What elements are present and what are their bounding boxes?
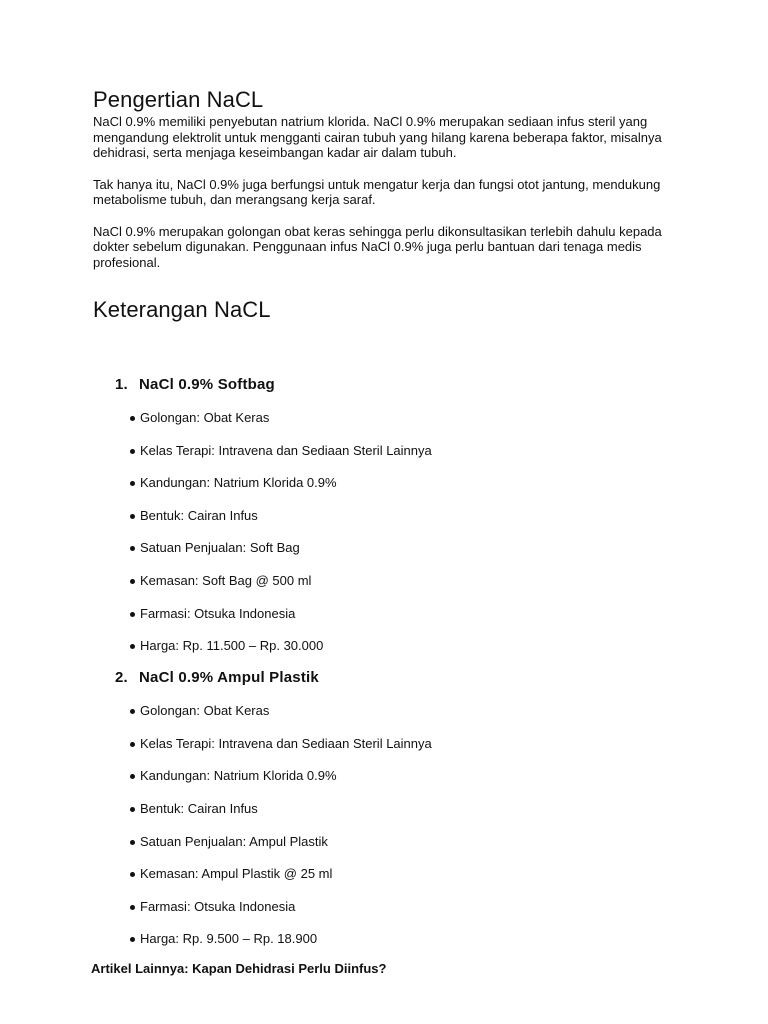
bullet-list-ampul-plastik bbox=[130, 703, 693, 947]
heading-pengertian: Pengertian NaCL bbox=[93, 87, 264, 112]
list-item-text: Golongan: Obat Keras bbox=[140, 703, 270, 719]
paragraph-3: NaCl 0.9% merupakan golongan obat keras sehingga perlu dikonsultasikan terlebih dahulu kepada dokter sebelum digunakan. Penggunaan infus NaCl 0.9% juga perlu bantuan dari tenaga medis profesional. bbox=[93, 223, 662, 270]
list-item bbox=[130, 899, 693, 915]
bullet-icon bbox=[130, 937, 135, 942]
bullet-icon bbox=[130, 905, 135, 910]
document-content bbox=[93, 86, 693, 977]
list-item bbox=[130, 736, 693, 752]
section-title-text: NaCl 0.9% Ampul Plastik bbox=[139, 669, 319, 687]
list-item bbox=[130, 573, 693, 589]
list-item bbox=[130, 443, 693, 459]
bullet-icon bbox=[130, 612, 135, 617]
heading-keterangan: Keterangan NaCL bbox=[93, 297, 271, 322]
list-item-text: Kandungan: Natrium Klorida 0.9% bbox=[140, 768, 337, 784]
list-item bbox=[130, 768, 693, 784]
list-item-text: Kandungan: Natrium Klorida 0.9% bbox=[140, 475, 337, 491]
list-item-text: Satuan Penjualan: Soft Bag bbox=[140, 540, 300, 556]
list-item-text: Bentuk: Cairan Infus bbox=[140, 507, 258, 523]
bullet-icon bbox=[130, 579, 135, 584]
list-item bbox=[130, 834, 693, 850]
list-item bbox=[130, 703, 693, 719]
list-item bbox=[130, 410, 693, 426]
section-title-softbag bbox=[115, 375, 693, 395]
bullet-icon bbox=[130, 709, 135, 714]
bullet-icon bbox=[130, 416, 135, 421]
list-item bbox=[130, 638, 693, 654]
list-item bbox=[130, 475, 693, 491]
list-item-text: Golongan: Obat Keras bbox=[140, 410, 270, 425]
list-item bbox=[130, 540, 693, 556]
list-item-text: Kemasan: Ampul Plastik @ 25 ml bbox=[140, 866, 333, 882]
bullet-icon bbox=[130, 774, 135, 779]
bullet-icon bbox=[130, 644, 135, 649]
list-item-text: Farmasi: Otsuka Indonesia bbox=[140, 605, 296, 621]
bullet-icon bbox=[130, 514, 135, 519]
paragraph-2: Tak hanya itu, NaCl 0.9% juga berfungsi untuk mengatur kerja dan fungsi otot jantung, mendukung metabolisme tubuh, dan merangsang kerja saraf. bbox=[93, 176, 661, 207]
bullet-icon bbox=[130, 807, 135, 812]
section-title-ampul-plastik bbox=[115, 668, 693, 688]
list-item-text: Kemasan: Soft Bag @ 500 ml bbox=[140, 572, 312, 588]
bullet-icon bbox=[130, 449, 135, 454]
list-item-text: Bentuk: Cairan Infus bbox=[140, 800, 258, 816]
list-item-text: Harga: Rp. 11.500 – Rp. 30.000 bbox=[140, 638, 324, 654]
list-item bbox=[130, 606, 693, 622]
bullet-icon bbox=[130, 840, 135, 845]
bullet-list-softbag bbox=[130, 410, 693, 654]
bullet-icon bbox=[130, 546, 135, 551]
paragraph-1: NaCl 0.9% memiliki penyebutan natrium klorida. NaCl 0.9% merupakan sediaan infus steril yang mengandung elektrolit untuk mengganti cairan tubuh yang hilang karena beberapa faktor, misalnya dehidrasi, serta menjaga keseimbangan kadar air dalam tubuh. bbox=[93, 114, 662, 160]
bullet-icon bbox=[130, 481, 135, 486]
list-item bbox=[130, 866, 693, 882]
section-title-text: NaCl 0.9% Softbag bbox=[139, 376, 275, 393]
list-item-text: Farmasi: Otsuka Indonesia bbox=[140, 898, 296, 914]
list-item-text: Satuan Penjualan: Ampul Plastik bbox=[140, 833, 328, 849]
bullet-icon bbox=[130, 742, 135, 747]
section-number: 2. bbox=[115, 669, 128, 687]
list-item-text: Kelas Terapi: Intravena dan Sediaan Steril Lainnya bbox=[140, 735, 432, 751]
section-number: 1. bbox=[115, 376, 128, 393]
related-article-link[interactable]: Artikel Lainnya: Kapan Dehidrasi Perlu Diinfus? bbox=[91, 961, 387, 977]
list-item-text: Kelas Terapi: Intravena dan Sediaan Steril Lainnya bbox=[140, 442, 432, 458]
list-item-text: Harga: Rp. 9.500 – Rp. 18.900 bbox=[140, 931, 318, 947]
list-item bbox=[130, 508, 693, 524]
list-item bbox=[130, 931, 693, 947]
list-item bbox=[130, 801, 693, 817]
bullet-icon bbox=[130, 872, 135, 877]
